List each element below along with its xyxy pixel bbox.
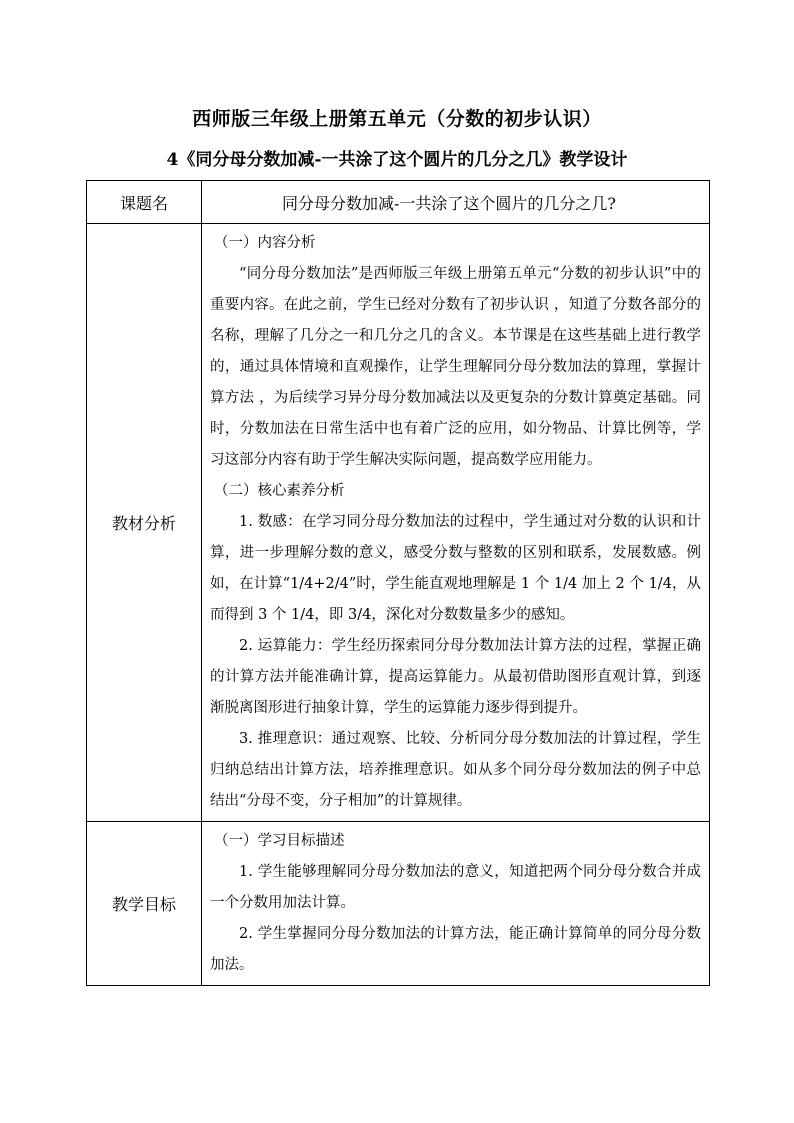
subject-label: 课题名 [87, 181, 202, 224]
document-subtitle: 4《同分母分数加减-一共涂了这个圆片的几分之几》教学设计 [166, 150, 628, 170]
content-analysis-heading: （一）内容分析 [214, 235, 316, 251]
material-analysis-content [202, 224, 710, 822]
document-title: 西师版三年级上册第五单元（分数的初步认识） [192, 108, 602, 130]
core-literacy-heading: （二）核心素养分析 [214, 483, 345, 499]
subject-value: 同分母分数加减-一共涂了这个圆片的几分之几? [202, 181, 710, 224]
goal-1-paragraph: 1. 学生能够理解同分母分数加法的意义，知道把两个同分母分数合并成一个分数用加法计算。 [210, 864, 701, 911]
content-analysis-paragraph: “同分母分数加法”是西师版三年级上册第五单元“分数的初步认识”中的重要内容。在此之前，学生已经对分数有了初步认识 ，知道了分数各部分的名称，理解了几分之一和几分之几的含义。本节课是在这些基础上进行教学的，通过具体情境和直观操作，让学生理解同分母分数加法的算理，掌握计算方法 ，为后续学习异分母分数加减法以及更复杂的分数计算奠定基础。同时，分数加法在日常生活中也有着广泛的应用，如分物品、计算比例等，学习这部分内容有助于学生解决实际问题，提高数学应用能力。 [210, 266, 701, 468]
teaching-goals-label: 教学目标 [87, 822, 202, 986]
material-analysis-label: 教材分析 [87, 224, 202, 822]
teaching-goals-content [202, 822, 710, 986]
reasoning-paragraph: 3. 推理意识：通过观察、比较、分析同分母分数加法的计算过程，学生归纳总结出计算方法，培养推理意识。如从多个同分母分数加法的例子中总结出“分母不变，分子相加”的计算规律。 [210, 731, 701, 809]
computation-ability-paragraph: 2. 运算能力：学生经历探索同分母分数加法计算方法的过程，掌握正确的计算方法并能准确计算，提高运算能力。从最初借助图形直观计算，到逐渐脱离图形进行抽象计算，学生的运算能力逐步得到提升。 [210, 638, 701, 716]
table-row-material-analysis [87, 224, 710, 822]
goal-2-paragraph: 2. 学生掌握同分母分数加法的计算方法，能正确计算简单的同分母分数加法。 [210, 926, 701, 973]
table-row-teaching-goals [87, 822, 710, 986]
lesson-design-table [86, 180, 710, 986]
number-sense-paragraph: 1. 数感：在学习同分母分数加法的过程中，学生通过对分数的认识和计算，进一步理解分数的意义，感受分数与整数的区别和联系，发展数感。例如，在计算“1/4+2/4”时，学生能直观地理解是 1 个 1/4 加上 2 个 1/4，从而得到 3 个 1/4，即 3/4，深化对分数数量多少的感知。 [210, 514, 701, 623]
learning-goals-heading: （一）学习目标描述 [214, 833, 345, 849]
table-row-subject [87, 181, 710, 224]
